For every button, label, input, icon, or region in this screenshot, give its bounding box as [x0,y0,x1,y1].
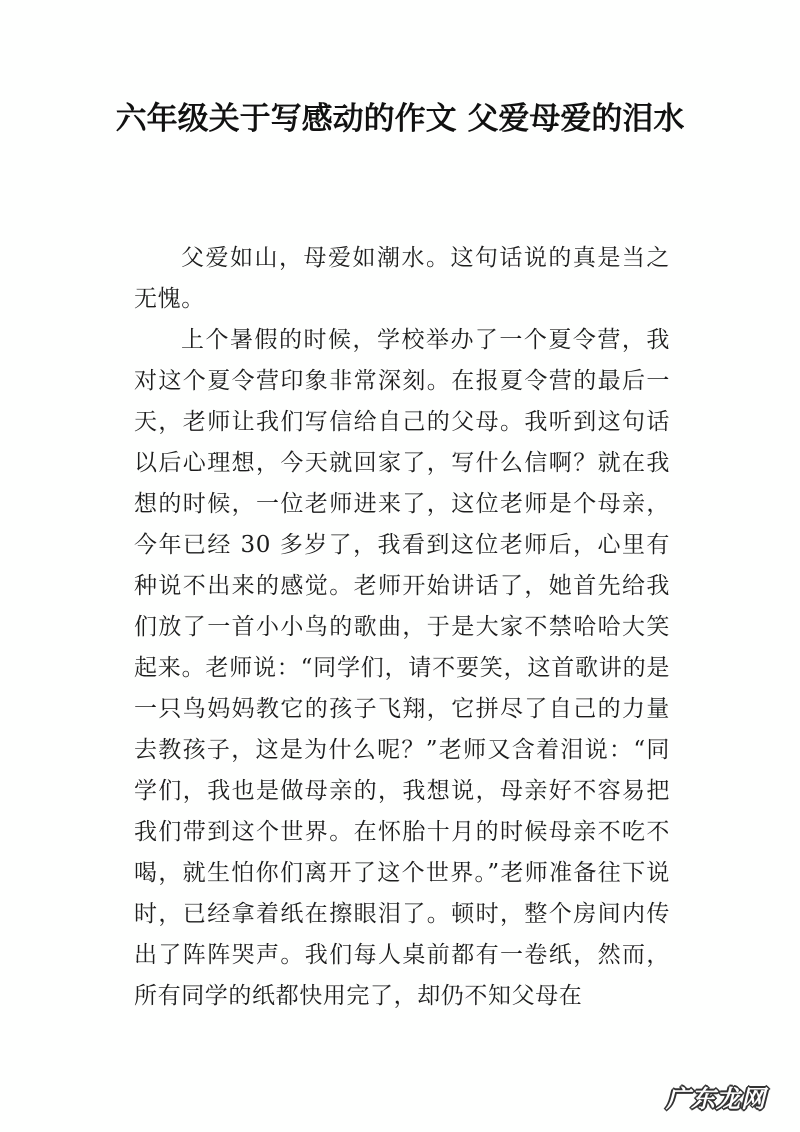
paragraph: 上个暑假的时候，学校举办了一个夏令营，我对这个夏令营印象非常深刻。在报夏令营的最后一天，老师让我们写信给自己的父母。我听到这句话以后心理想，今天就回家了，写什么信啊？就在我想的时候，一位老师进来了，这位老师是个母亲，今年已经 30 多岁了，我看到这位老师后，心里有种说不出来的感觉。老师开始讲话了，她首先给我们放了一首小小鸟的歌曲，于是大家不禁哈哈大笑起来。老师说：“同学们，请不要笑，这首歌讲的是一只鸟妈妈教它的孩子飞翔，它拼尽了自己的力量去教孩子，这是为什么呢？”老师又含着泪说：“同学们，我也是做母亲的，我想说，母亲好不容易把我们带到这个世界。在怀胎十月的时候母亲不吃不喝，就生怕你们离开了这个世界。”老师准备往下说时，已经拿着纸在擦眼泪了。顿时，整个房间内传出了阵阵哭声。我们每人桌前都有一卷纸，然而，所有同学的纸都快用完了，却仍不知父母在 [134,327,670,1009]
paragraph: 父爱如山，母爱如潮水。这句话说的真是当之无愧。 [134,245,670,312]
site-watermark: 广东龙网 [666,1085,766,1113]
document-title: 六年级关于写感动的作文 父爱母爱的泪水 [115,101,685,137]
document-body [134,238,670,1017]
